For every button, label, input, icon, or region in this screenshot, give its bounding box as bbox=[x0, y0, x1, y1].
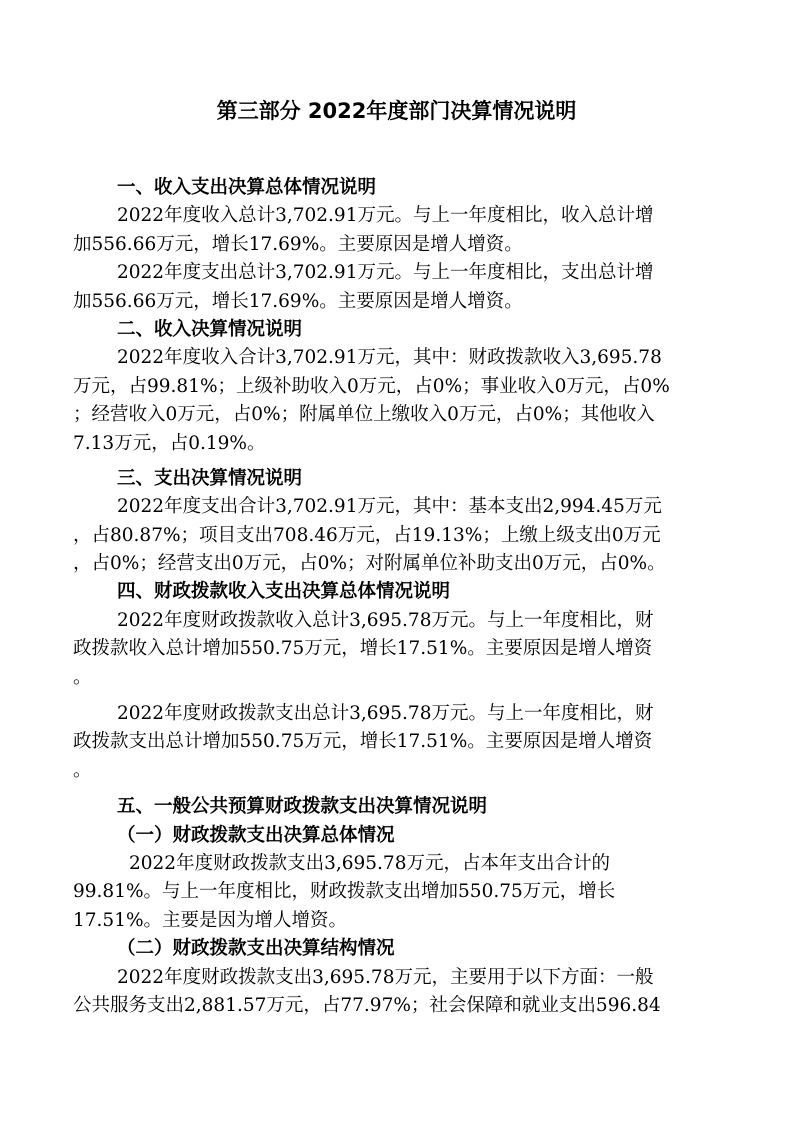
paragraph-line: 99.81%。与上一年度相比，财政拨款支出增加550.75万元，增长 bbox=[73, 881, 616, 903]
paragraph-line: 2022年度支出合计3,702.91万元，其中：基本支出2,994.45万元 bbox=[117, 496, 662, 518]
subsection-heading-1: （一）财政拨款支出决算总体情况 bbox=[117, 824, 395, 846]
paragraph-line: 万元，占99.81%；上级补助收入0万元，占0%；事业收入0万元，占0% bbox=[73, 375, 670, 397]
paragraph-line: ，占0%；经营支出0万元，占0%；对附属单位补助支出0万元，占0%。 bbox=[73, 553, 666, 575]
paragraph-line: 公共服务支出2,881.57万元，占77.97%；社会保障和就业支出596.84 bbox=[73, 994, 661, 1016]
paragraph-line: 2022年度支出总计3,702.91万元。与上一年度相比，支出总计增 bbox=[117, 262, 654, 284]
document-body bbox=[73, 174, 723, 1020]
page-title: 第三部分 2022年度部门决算情况说明 bbox=[216, 99, 577, 123]
paragraph-line: ，占80.87%；项目支出708.46万元，占19.13%；上缴上级支出0万元 bbox=[73, 524, 661, 546]
paragraph-line: 加556.66万元，增长17.69%。主要原因是增人增资。 bbox=[73, 233, 523, 255]
section-heading-4: 四、财政拨款收入支出决算总体情况说明 bbox=[117, 581, 451, 603]
paragraph-line: 17.51%。主要是因为增人增资。 bbox=[73, 909, 348, 931]
section-heading-3: 三、支出决算情况说明 bbox=[117, 467, 303, 489]
paragraph-line: 2022年度财政拨款支出3,695.78万元，占本年支出合计的 bbox=[129, 852, 610, 874]
section-heading-1: 一、收入支出决算总体情况说明 bbox=[117, 177, 377, 198]
paragraph-line: 政拨款收入总计增加550.75万元，增长17.51%。主要原因是增人增资 bbox=[73, 638, 653, 660]
paragraph-line: 2022年度收入总计3,702.91万元。与上一年度相比，收入总计增 bbox=[117, 205, 654, 227]
paragraph-line: 7.13万元，占0.19%。 bbox=[73, 432, 266, 454]
paragraph-line: 。 bbox=[73, 759, 92, 781]
section-heading-5: 五、一般公共预算财政拨款支出决算情况说明 bbox=[117, 796, 488, 818]
paragraph-line: ；经营收入0万元，占0%；附属单位上缴收入0万元，占0%；其他收入 bbox=[73, 404, 655, 426]
paragraph-line: 政拨款支出总计增加550.75万元，增长17.51%。主要原因是增人增资 bbox=[73, 731, 653, 753]
paragraph-line: 2022年度财政拨款支出3,695.78万元，主要用于以下方面：一般 bbox=[117, 966, 654, 988]
paragraph-line: 。 bbox=[73, 666, 92, 688]
paragraph-line: 加556.66万元，增长17.69%。主要原因是增人增资。 bbox=[73, 290, 523, 312]
paragraph-line: 2022年度财政拨款支出总计3,695.78万元。与上一年度相比，财 bbox=[117, 703, 654, 725]
paragraph-line: 2022年度收入合计3,702.91万元，其中：财政拨款收入3,695.78 bbox=[117, 347, 662, 369]
section-heading-2: 二、收入决算情况说明 bbox=[117, 318, 303, 340]
paragraph-line: 2022年度财政拨款收入总计3,695.78万元。与上一年度相比，财 bbox=[117, 609, 654, 631]
subsection-heading-2: （二）财政拨款支出决算结构情况 bbox=[117, 938, 395, 960]
